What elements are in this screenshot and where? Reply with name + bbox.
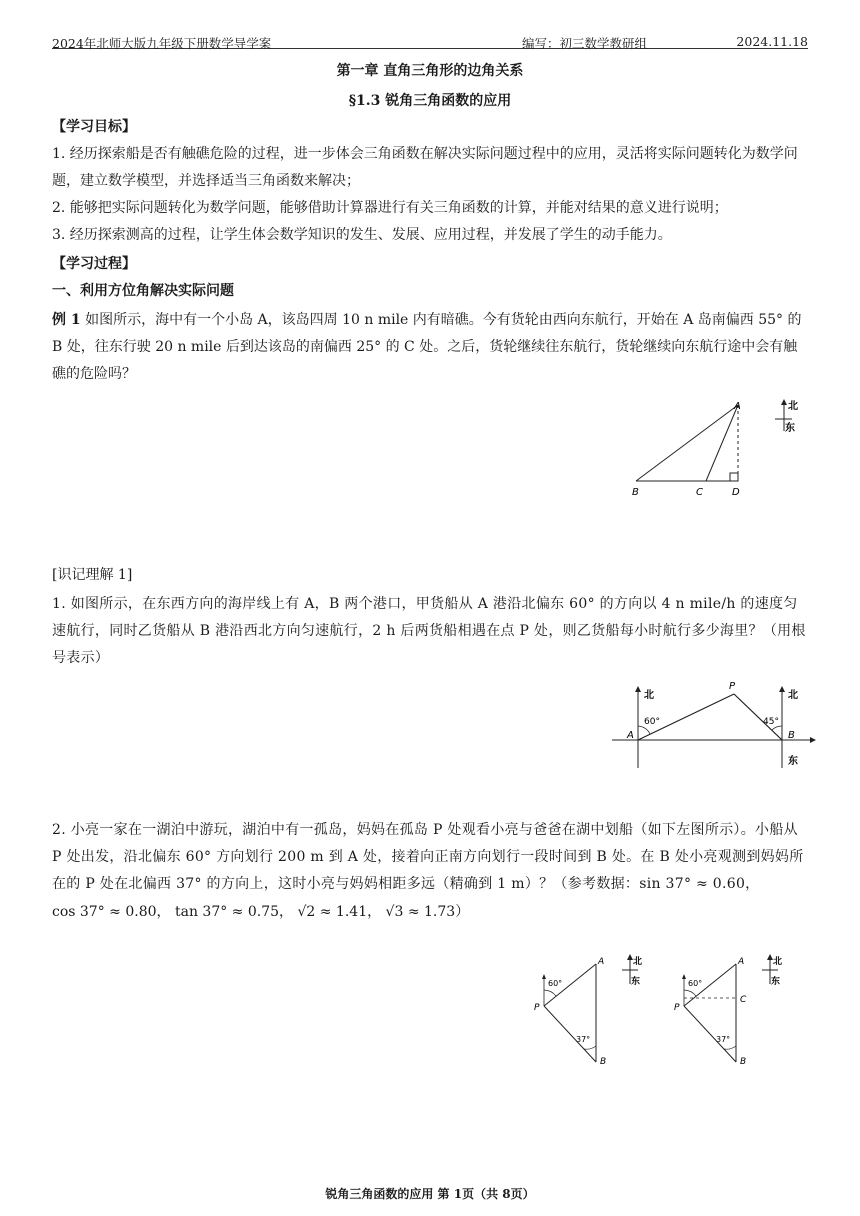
svg-text:东: 东: [771, 977, 781, 987]
chapter-title: 第一章 直角三角形的边角关系: [336, 63, 524, 79]
svg-text:A: A: [738, 957, 745, 967]
practice-label: [识记理解 1]: [52, 567, 133, 583]
q1-label-b: B: [788, 730, 795, 741]
part1-heading: 一、利用方位角解决实际问题: [52, 283, 234, 299]
q2-text: 2. 小亮一家在一湖泊中游玩，湖泊中有一孤岛，妈妈在孤岛 P 处观看小亮与爸爸在湖中划船（如下左图所示）。小船从 P 处出发，沿北偏东 60° 方向划行 200 m 到 A 处，接着向正南方向划行一段时间到 B 处。在 B 处小亮观测到妈妈所在的 P 处在北偏西 37° 的方向上，这时小亮与妈妈相距多远（精确到 1 m）？（参考数据：sin 37° ≈ 0.60，: [52, 822, 804, 892]
svg-text:B: B: [600, 1057, 607, 1067]
goal-item-2: 2. 能够把实际问题转化为数学问题，能够借助计算器进行有关三角函数的计算，并能对结果的意义进行说明；: [52, 200, 728, 216]
header-right: 2024.11.18: [736, 34, 808, 49]
q1-figure: [612, 680, 812, 780]
example1-figure: [620, 395, 810, 505]
q1-angle-b: 45°: [763, 717, 779, 727]
section-title: §1.3 锐角三角函数的应用: [348, 93, 512, 109]
svg-text:北: 北: [633, 957, 643, 967]
q1-north-left: 北: [644, 690, 654, 701]
q2-figure-right: [670, 950, 790, 1070]
q1-east: 东: [788, 756, 798, 767]
header-middle: 编写：初三数学教研组: [522, 36, 648, 51]
example1: [52, 307, 808, 388]
svg-text:60°: 60°: [548, 979, 563, 988]
ex1-label-d: D: [732, 487, 740, 498]
goal-item-1: 1. 经历探索船是否有触礁危险的过程，进一步体会三角函数在解决实际问题过程中的应用，灵活将实际问题转化为数学问题，建立数学模型，并选择适当三角函数来解决；: [52, 146, 798, 189]
header-left: 2024年北师大版九年级下册数学导学案: [52, 36, 272, 51]
compass-icon: [775, 399, 798, 434]
svg-text:北: 北: [788, 401, 798, 412]
ex1-label-b: B: [632, 487, 639, 498]
q1-label-a: A: [627, 730, 634, 741]
process-heading: 【学习过程】: [52, 256, 136, 272]
compass-icon: [622, 954, 642, 987]
goal-item-3: 3. 经历探索测高的过程，让学生体会数学知识的发生、发展、应用过程，并发展了学生的动手能力。: [52, 227, 672, 243]
page-header: [52, 22, 808, 49]
q1-text: 1. 如图所示，在东西方向的海岸线上有 A，B 两个港口，甲货船从 A 港沿北偏东 60° 的方向以 4 n mile/h 的速度匀速航行，同时乙货船从 B 港沿西北方向匀速航行，2 h 后两货船相遇在点 P 处，则乙货船每小时航行多少海里？（用根号表示）: [52, 596, 806, 666]
svg-text:A: A: [598, 957, 605, 967]
svg-text:北: 北: [773, 957, 783, 967]
ex1-label-c: C: [696, 487, 703, 498]
q2-figure-left: [530, 950, 650, 1070]
q1-north-right: 北: [788, 690, 798, 701]
compass-icon: [762, 954, 782, 987]
q1-label-p: P: [729, 681, 736, 692]
ex1-label-a: A: [734, 401, 741, 412]
svg-text:C: C: [740, 995, 747, 1005]
svg-text:37°: 37°: [716, 1035, 731, 1044]
example1-text: 如图所示，海中有一个小岛 A，该岛四周 10 n mile 内有暗礁。今有货轮由西向东航行，开始在 A 岛南偏西 55° 的 B 处，往东行驶 20 n mile 后到达该岛的南偏西 25° 的 C 处。之后，货轮继续往东航行，货轮继续向东航行途中会有触礁的危险吗？: [52, 312, 802, 382]
page-footer: 锐角三角函数的应用 第 1页（共 8页）: [325, 1187, 535, 1201]
goals-heading: 【学习目标】: [52, 119, 136, 135]
svg-text:60°: 60°: [688, 979, 703, 988]
svg-text:P: P: [534, 1003, 540, 1013]
svg-text:东: 东: [785, 423, 795, 434]
example1-label: 例 1: [52, 312, 81, 328]
svg-text:东: 东: [631, 977, 641, 987]
svg-text:B: B: [740, 1057, 747, 1067]
svg-text:37°: 37°: [576, 1035, 591, 1044]
svg-text:P: P: [674, 1003, 680, 1013]
q2-text-cont: cos 37° ≈ 0.80， tan 37° ≈ 0.75， √2 ≈ 1.41， √3 ≈ 1.73）: [52, 904, 470, 920]
q1-angle-a: 60°: [644, 717, 660, 727]
